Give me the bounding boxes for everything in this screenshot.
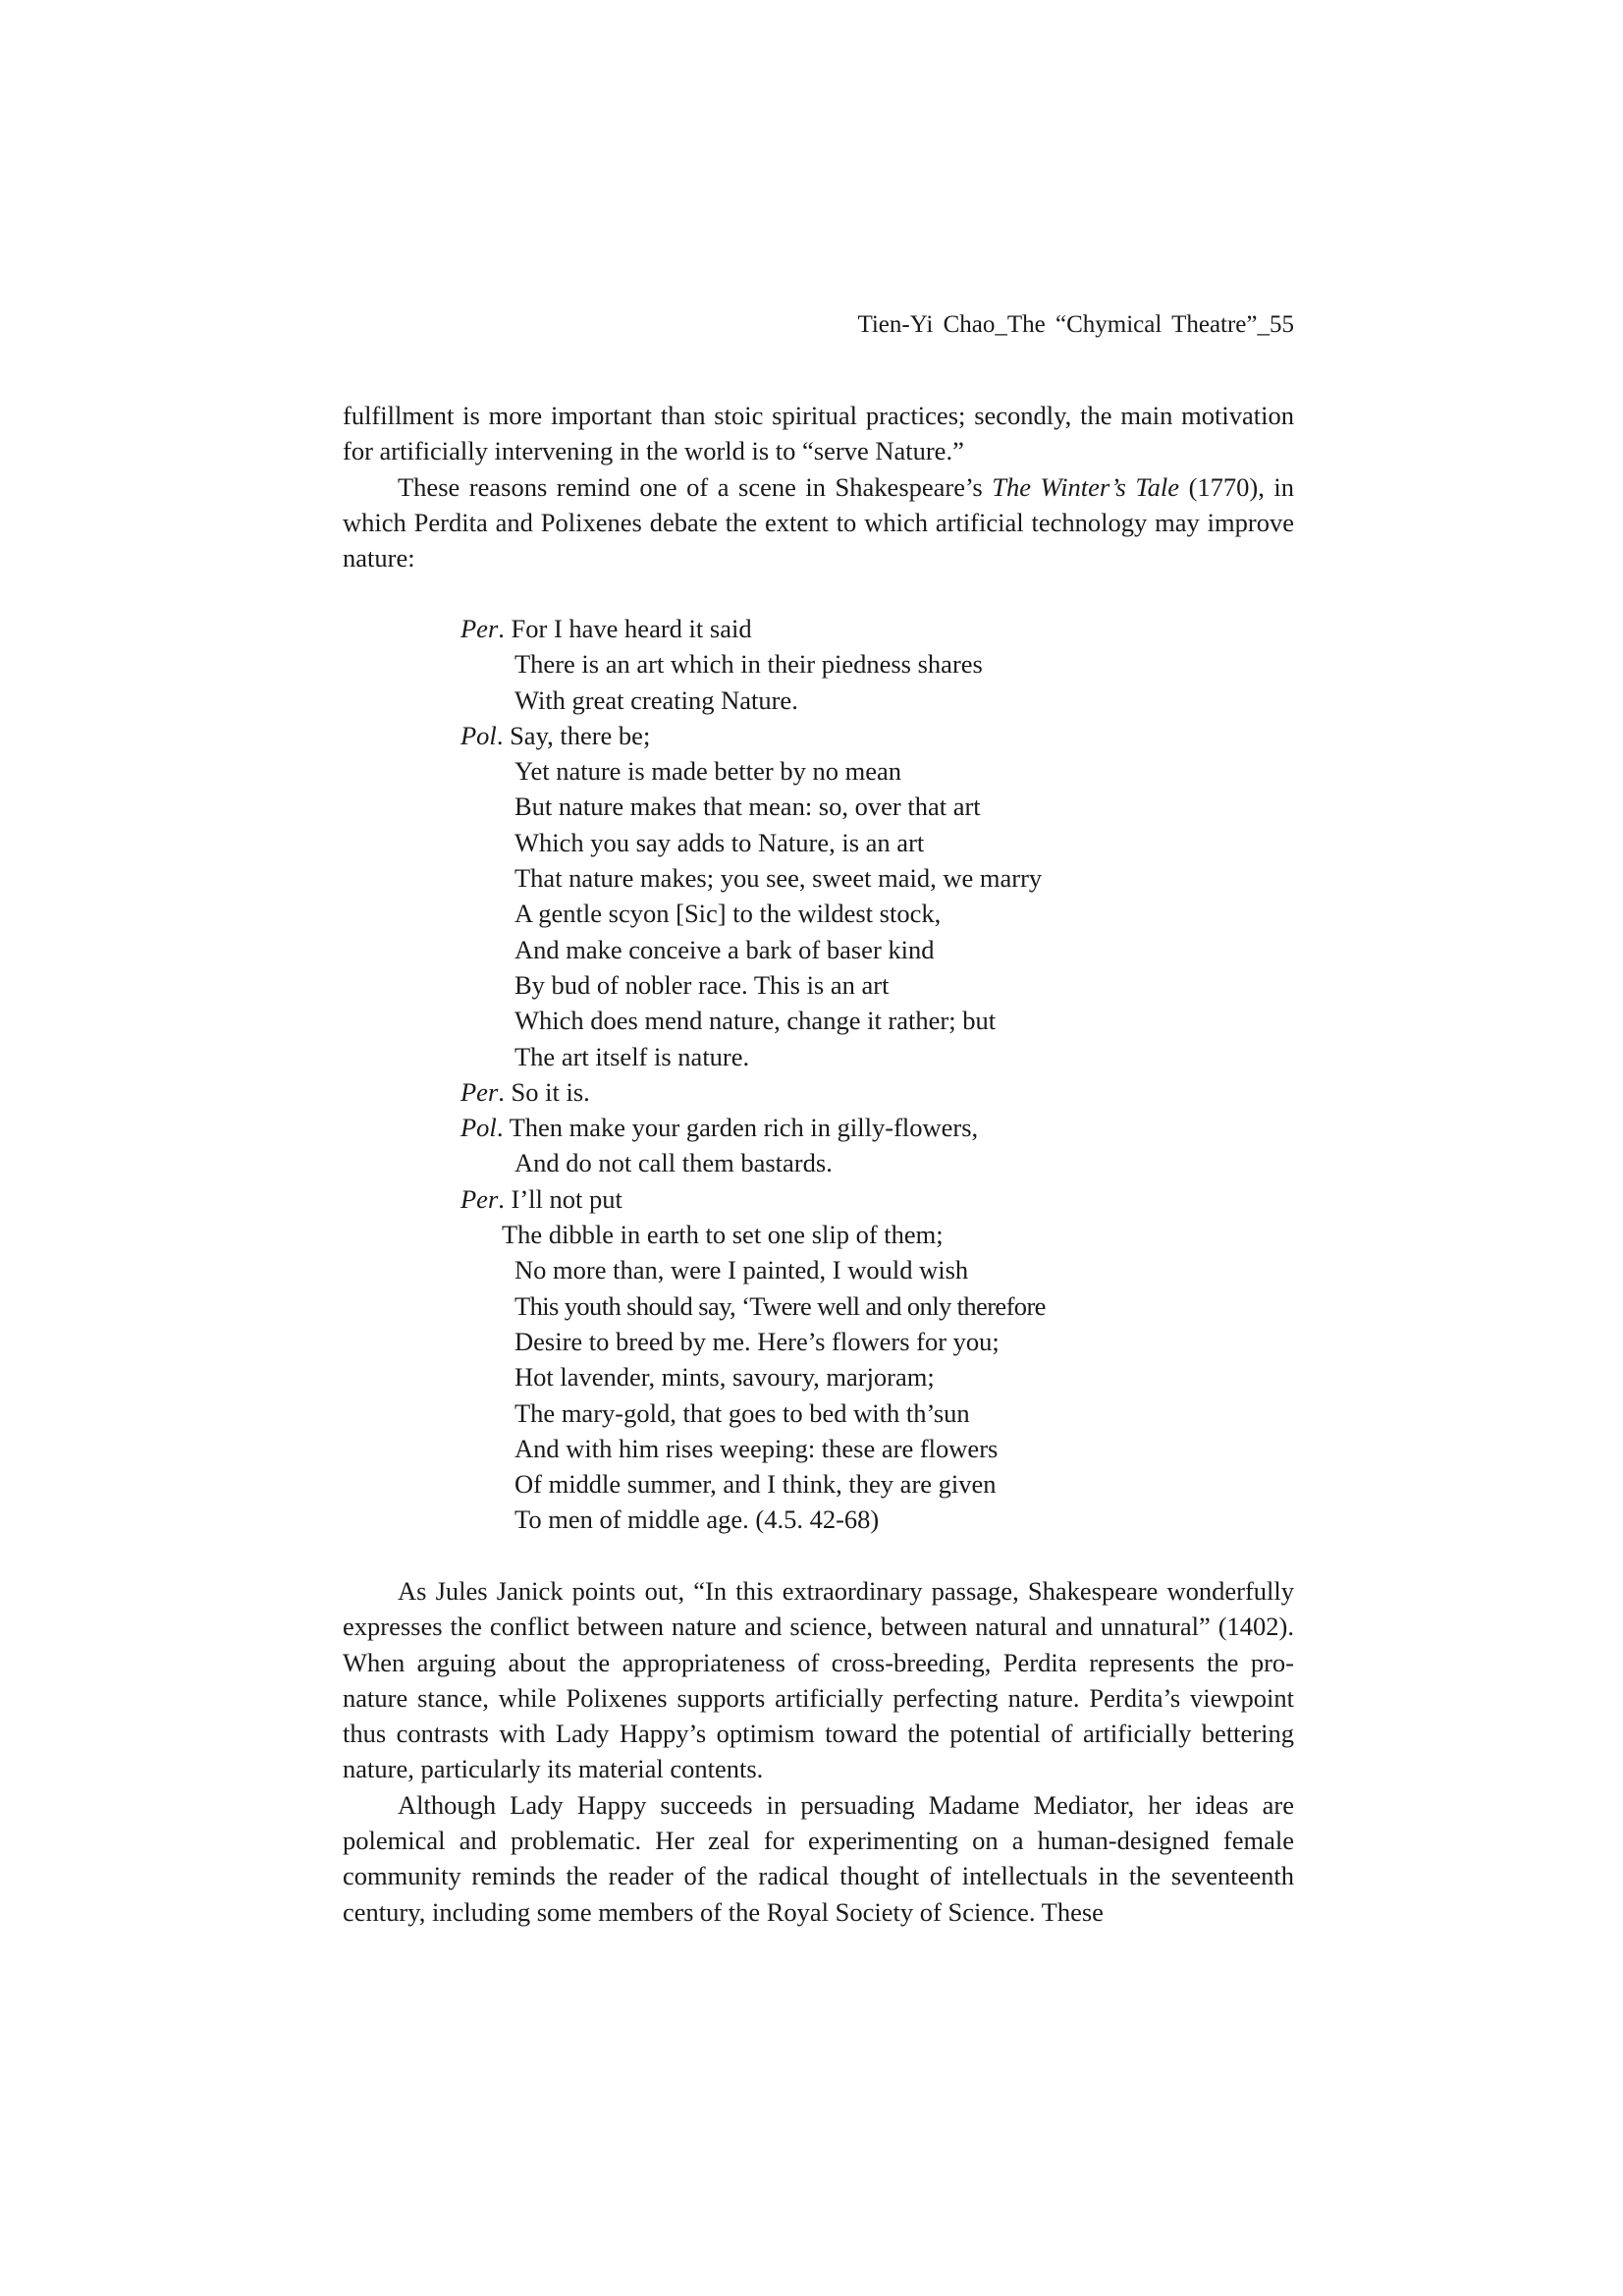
verse-line: [460, 611, 1046, 646]
verse-line: Which you say adds to Nature, is an art: [514, 827, 925, 857]
verse-line: Hot lavender, mints, savoury, marjoram;: [514, 1362, 935, 1393]
speaker-name: Per: [460, 614, 499, 643]
verse-line: The mary-gold, that goes to bed with th’sun: [514, 1397, 970, 1428]
verse-line: [460, 1181, 1046, 1217]
verse-line: A gentle scyon [Sic] to the wildest stock,: [514, 899, 942, 929]
paragraph-text: (1770), in which Perdita and Polixenes debate the extent to which artificial technology may improve nature:: [343, 471, 1294, 574]
speaker-name: Per: [460, 1076, 499, 1107]
verse-line: The art itself is nature.: [514, 1041, 750, 1071]
verse-line: Yet nature is made better by no mean: [514, 756, 901, 787]
intro-text: [343, 398, 1294, 575]
paragraph-lady-happy: Although Lady Happy succeeds in persuading Madame Mediator, her ideas are polemical and problematic. Her zeal for experimenting on a human-designed female community reminds the reader of the radical thought of intellectuals in the seventeenth century, including some members of the Royal Society of Science. These: [343, 1789, 1294, 1927]
verse-line: And with him rises weeping: these are flowers: [514, 1433, 999, 1463]
verse-text: . For I have heard it said: [498, 614, 752, 643]
paragraph-winters-tale: [343, 469, 1294, 576]
verse-line: Which does mend nature, change it rather; but: [514, 1006, 997, 1036]
paragraph-text: These reasons remind one of a scene in Shakespeare’s: [398, 471, 993, 502]
verse-line: [460, 1074, 1046, 1110]
verse-line: [460, 1110, 1046, 1145]
verse-line: There is an art which in their piedness shares: [514, 649, 983, 680]
verse-line: Desire to breed by me. Here’s flowers for you;: [514, 1326, 1000, 1356]
verse-line: No more than, were I painted, I would wish: [514, 1255, 969, 1285]
speaker-name: Pol: [460, 1113, 497, 1143]
verse-line: By bud of nobler race. This is an art: [514, 969, 890, 1000]
verse-line: And do not call them bastards.: [514, 1148, 833, 1178]
paragraph-janick: As Jules Janick points out, “In this extraordinary passage, Shakespeare wonderfully expresses the conflict between nature and science, between natural and unnatural” (1402). When arguing about the appropriateness of cross-breeding, Perdita represents the pro-nature stance, while Polixenes supports artificially perfecting nature. Perdita’s viewpoint thus contrasts with Lady Happy’s optimism toward the potential of artificially bettering nature, particularly its material contents.: [343, 1576, 1294, 1784]
verse-text: . Then make your garden rich in gilly-flowers,: [496, 1113, 979, 1143]
verse-line: But nature makes that mean: so, over that art: [514, 792, 981, 822]
verse-line: [460, 718, 1046, 753]
play-title: The Winter’s Tale: [992, 471, 1180, 502]
verse-line: Of middle summer, and I think, they are given: [514, 1469, 997, 1500]
verse-line: The dibble in earth to set one slip of them;: [502, 1220, 944, 1250]
discussion-text: [343, 1573, 1294, 1930]
verse-line: With great creating Nature.: [514, 684, 798, 715]
speaker-name: Per: [460, 1183, 499, 1214]
verse-line: This youth should say, ‘Twere well and only therefore: [514, 1290, 1046, 1321]
verse-quotation: [460, 611, 1046, 1538]
verse-text: . Say, there be;: [496, 720, 651, 750]
verse-line: And make conceive a bark of baser kind: [514, 934, 935, 964]
speaker-name: Pol: [460, 720, 497, 750]
verse-text: . I’ll not put: [498, 1183, 622, 1214]
verse-line: To men of middle age. (4.5. 42-68): [514, 1504, 880, 1535]
paragraph-fulfillment: fulfillment is more important than stoic spiritual practices; secondly, the main motivation for artificially intervening in the world is to “serve Nature.”: [343, 401, 1294, 466]
running-head: Tien-Yi Chao_The “Chymical Theatre”_55: [857, 311, 1294, 338]
verse-text: . So it is.: [498, 1076, 590, 1107]
verse-line: That nature makes; you see, sweet maid, we marry: [514, 863, 1043, 894]
